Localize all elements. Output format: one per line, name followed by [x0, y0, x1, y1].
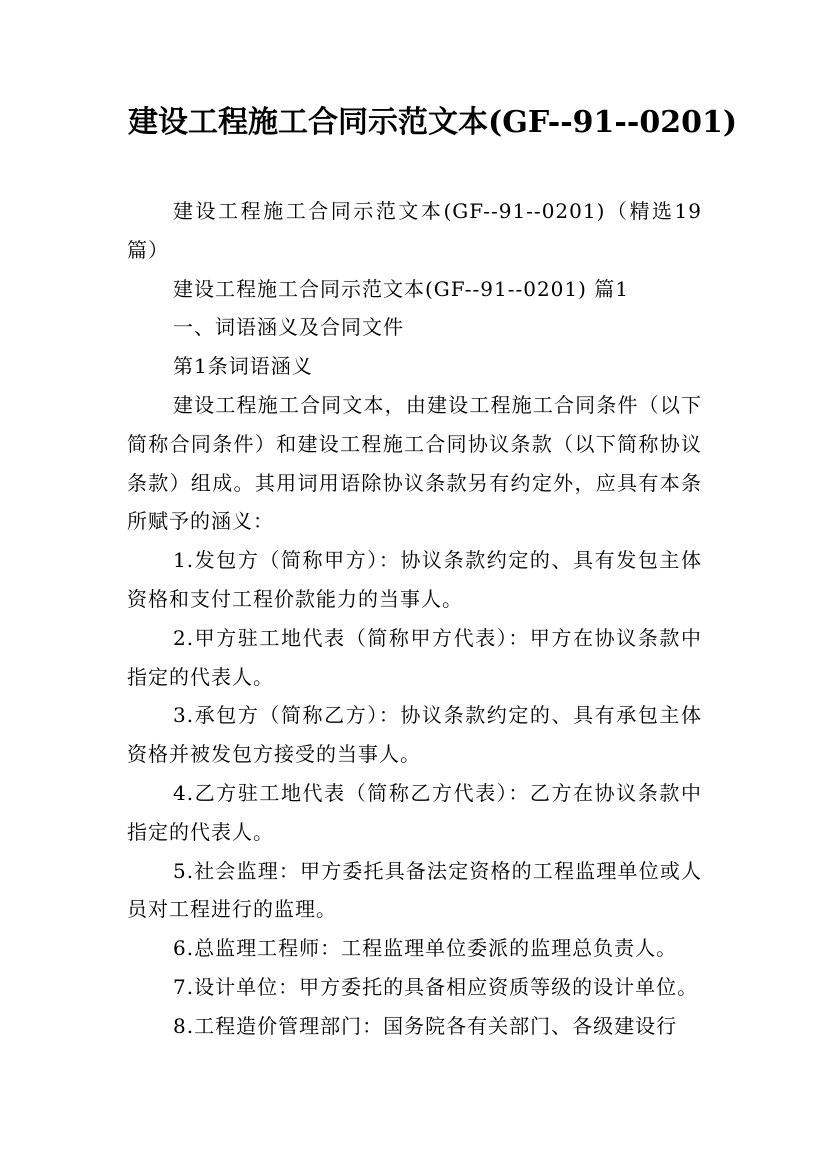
- paragraph: 2.甲方驻工地代表（简称甲方代表）：甲方在协议条款中指定的代表人。: [127, 625, 702, 689]
- paragraph: 4.乙方驻工地代表（简称乙方代表）：乙方在协议条款中指定的代表人。: [127, 780, 702, 844]
- paragraph: 3.承包方（简称乙方）：协议条款约定的、具有承包主体资格并被发包方接受的当事人。: [127, 703, 702, 767]
- paragraph: 7.设计单位：甲方委托的具备相应资质等级的设计单位。: [173, 974, 699, 999]
- paragraph: 8.工程造价管理部门：国务院各有关部门、各级建设行: [173, 1013, 678, 1038]
- paragraph: 5.社会监理：甲方委托具备法定资格的工程监理单位或人员对工程进行的监理。: [127, 858, 702, 922]
- paragraph: 第1条词语涵义: [173, 354, 313, 379]
- paragraph: 建设工程施工合同示范文本(GF--91--0201)（精选19篇）: [127, 199, 702, 262]
- paragraph: 建设工程施工合同文本，由建设工程施工合同条件（以下简称合同条件）和建设工程施工合同协议条款（以下简称协议条款）组成。其用词用语除协议条款另有约定外，应具有本条所赋予的涵义：: [127, 392, 702, 534]
- document-title: 建设工程施工合同示范文本(GF--91--0201): [128, 105, 738, 140]
- document-body: [127, 192, 702, 1046]
- paragraph: 1.发包方（简称甲方）：协议条款约定的、具有发包主体资格和支付工程价款能力的当事人。: [127, 548, 702, 611]
- paragraph: 6.总监理工程师：工程监理单位委派的监理总负责人。: [173, 936, 678, 961]
- paragraph: 一、词语涵义及合同文件: [173, 315, 404, 340]
- paragraph: 建设工程施工合同示范文本(GF--91--0201) 篇1: [173, 276, 630, 301]
